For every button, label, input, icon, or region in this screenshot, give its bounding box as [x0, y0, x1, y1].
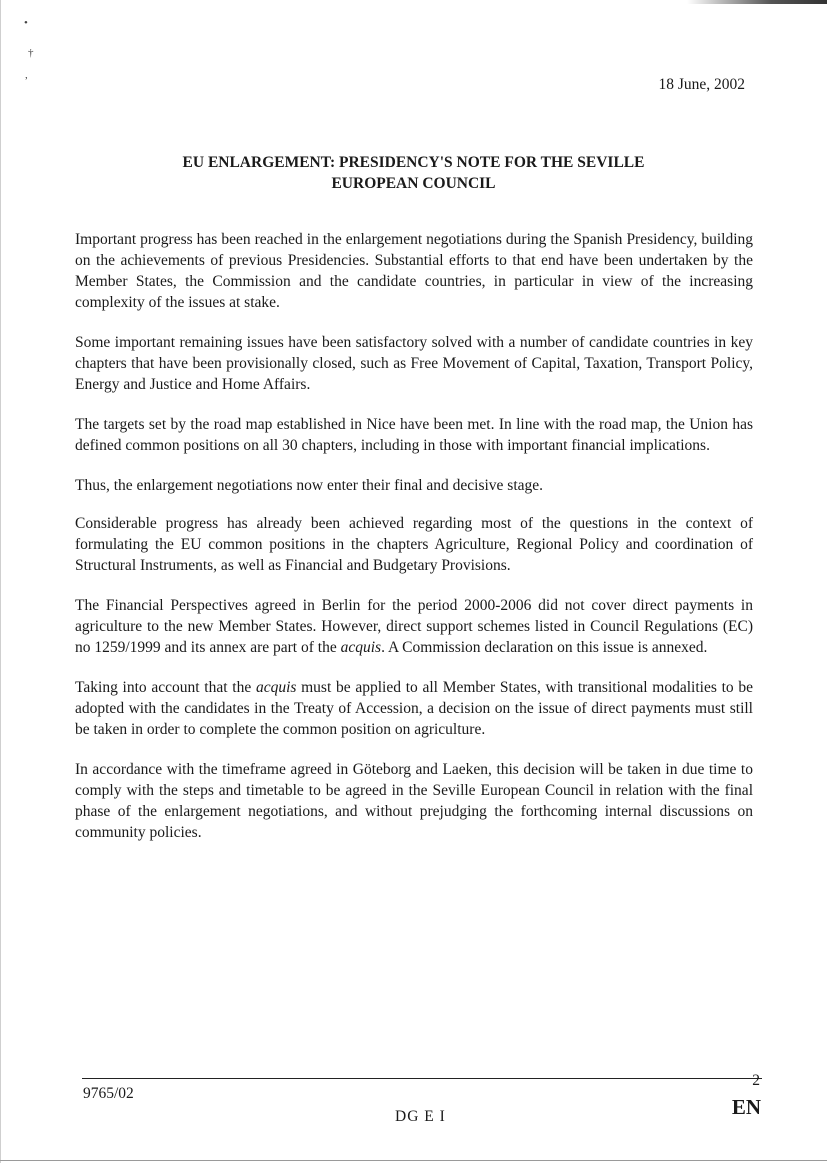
acquis-term: acquis — [255, 679, 297, 696]
paragraph-remaining-issues: Some important remaining issues have been satisfactory solved with a number of candidate countries in key chapters that have been provisionally closed, such as Free Movement of Capital, Taxation, Transport Policy, Energy and Justice and Home Affairs. — [75, 334, 753, 393]
paragraph-final-stage: Thus, the enlargement negotiations now enter their final and decisive stage. — [75, 477, 544, 494]
scan-speck: † — [28, 47, 34, 59]
language-code: EN — [731, 1095, 761, 1119]
paragraph-timeframe: In accordance with the timeframe agreed in Göteborg and Laeken, this decision will be taken in due time to comply with the steps and timetable to be agreed in the Seville European Council in relation with the final phase of the enlargement negotiations, and without prejudging the forthcoming internal discussions on community policies. — [75, 761, 753, 841]
paragraph-road-map: The targets set by the road map established in Nice have been met. In line with the road map, the Union has defined common positions on all 30 chapters, including in those with important financial implications. — [75, 416, 753, 454]
title-line-1: EU ENLARGEMENT: PRESIDENCY'S NOTE FOR THE SEVILLE — [182, 154, 645, 171]
paragraph-considerable-progress: Considerable progress has already been achieved regarding most of the questions in the context of formulating the EU common positions in the chapters Agriculture, Regional Policy and coordination of Structural Instruments, as well as Financial and Budgetary Provisions. — [75, 515, 753, 574]
scan-speck: • — [24, 17, 28, 29]
document-date: 18 June, 2002 — [658, 76, 745, 93]
document-number: 9765/02 — [83, 1085, 134, 1102]
acquis-term: acquis — [340, 639, 382, 656]
directorate-general: DG E I — [395, 1108, 446, 1125]
title-line-2: EUROPEAN COUNCIL — [331, 175, 496, 192]
scan-edge-top — [687, 0, 827, 4]
page-number: 2 — [752, 1072, 760, 1089]
paragraph-financial-perspectives: The Financial Perspectives agreed in Berlin for the period 2000-2006 did not cover direct payments in agriculture to the new Member States. However, direct support schemes listed in Council Regulations (EC) no 1259/1999 and its annex are part of the acquis. A Commission declaration on this issue is annexed. — [75, 597, 753, 656]
footer-rule — [82, 1078, 762, 1079]
paragraph-progress: Important progress has been reached in the enlargement negotiations during the Spanish Presidency, building on the achievements of previous Presidencies. Substantial efforts to that end have been undertaken by the Member States, the Commission and the candidate countries, in particular in view of the increasing complexity of the issues at stake. — [75, 231, 753, 311]
document-title — [0, 152, 827, 194]
paragraph-acquis: Taking into account that the acquis must be applied to all Member States, with transitional modalities to be adopted with the candidates in the Treaty of Accession, a decision on the issue of direct payments must still be taken in order to complete the common position on agriculture. — [75, 679, 754, 738]
document-body — [75, 229, 753, 862]
scan-speck: , — [25, 69, 28, 81]
scan-edge-bottom — [0, 1160, 827, 1161]
